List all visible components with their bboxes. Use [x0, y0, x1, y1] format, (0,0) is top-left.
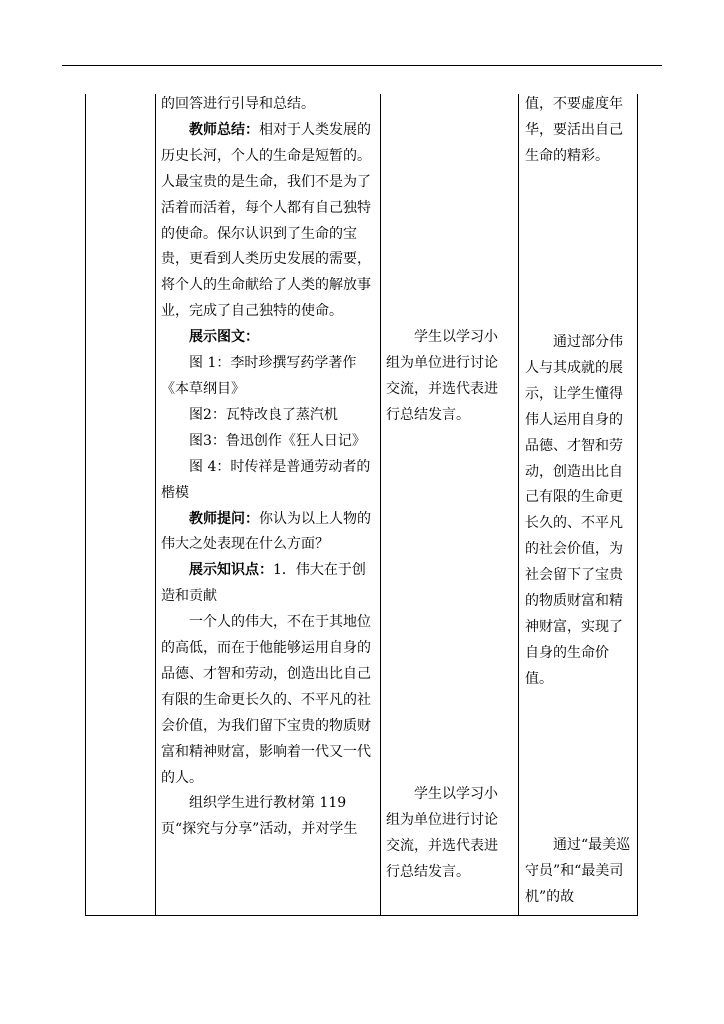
knowledge-point-text: 1．伟大在于创造和贡献 [161, 562, 366, 605]
design-intent-2-text: 通过部分伟人与其成就的展示，让学生懂得伟人运用自身的品德、才智和劳动，创造出比自己有限的生命更长久的、不平凡的社会价值，为社会留下了宝贵的物质财富和精神财富，实现了自身的生命价值。 [525, 334, 623, 687]
greatness-paragraph: 一个人的伟大，不在于其地位的高低，而在于他能够运用自身的品德、才智和劳动，创造出比自己有限的生命更长久的、不平凡的社会价值，为我们留下宝贵的物质财富和精神财富，影响着一代又一代的人。 [161, 614, 371, 786]
figure-4-caption: 图 4：时传祥是普通劳动者的楷模 [161, 458, 371, 501]
design-intent-1-text: 值，不要虚度年华，要活出自己生命的精彩。 [525, 96, 623, 164]
knowledge-point [161, 558, 379, 610]
teacher-activity-cell [161, 92, 379, 843]
summary-text: 相对于人类发展的历史长河，个人的生命是短暂的。人最宝贵的是生命，我们不是为了活着而活着，每个人都有自己独特的使命。保尔认识到了生命的宝贵，更看到人类历史发展的需要，将个人的生命献给了人类的解放事业，完成了自己独特的使命。 [161, 121, 371, 320]
column-divider-1 [155, 94, 156, 916]
show-figures-label: 展示图文： [189, 329, 259, 346]
figure-3-caption: 图3：鲁迅创作《狂人日记》 [189, 432, 366, 449]
student-activity-1-text: 学生以学习小组为单位进行讨论交流，并选代表进行总结发言。 [386, 329, 498, 423]
design-intent-3-text: 通过“最美巡守员”和“最美司机”的故 [525, 837, 631, 905]
activity-instruction: 组织学生进行教材第 119 页“探究与分享”活动，并对学生 [161, 795, 358, 838]
summary-label: 教师总结： [189, 121, 259, 138]
question-text: 你认为以上人物的伟大之处表现在什么方面？ [161, 510, 371, 553]
table-border-bottom [85, 915, 638, 916]
design-intent-3 [525, 833, 633, 911]
figure-1-caption: 图 1：李时珍撰写药学著作《本草纲目》 [161, 355, 357, 397]
teacher-summary [161, 118, 379, 325]
guide-line: 的回答进行引导和总结。 [161, 96, 315, 112]
student-activity-1 [386, 325, 511, 429]
lesson-table [85, 94, 638, 916]
design-intent-1 [525, 92, 633, 170]
figure-2-caption: 图2：瓦特改良了蒸汽机 [189, 406, 338, 423]
column-divider-2 [380, 94, 381, 916]
student-activity-2-text: 学生以学习小组为单位进行讨论交流，并选代表进行总结发言。 [386, 786, 498, 880]
knowledge-point-label: 展示知识点： [189, 562, 273, 579]
header-rule [62, 65, 662, 66]
design-intent-2 [525, 330, 633, 693]
table-border-left [85, 94, 86, 916]
column-divider-3 [518, 94, 519, 916]
teacher-question [161, 507, 379, 559]
question-label: 教师提问： [189, 510, 259, 527]
table-border-right [637, 94, 638, 916]
student-activity-2 [386, 782, 511, 886]
